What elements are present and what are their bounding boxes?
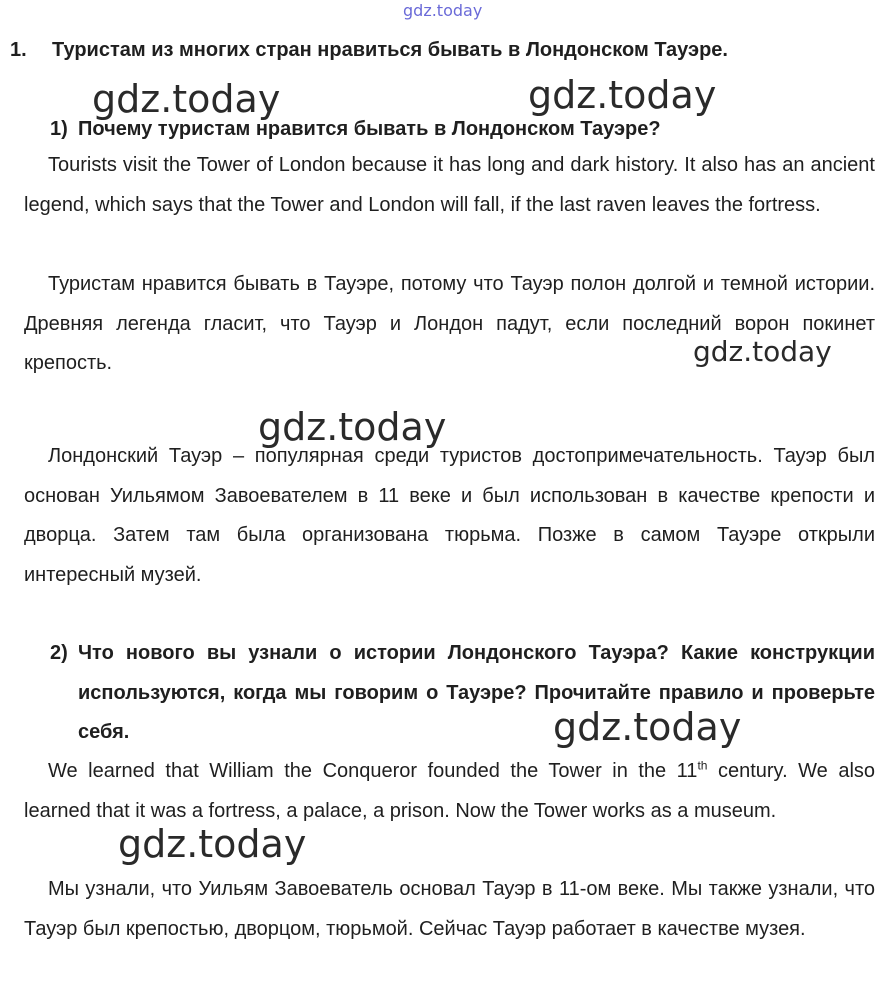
summary-russian [24, 437, 875, 595]
watermark: gdz.today [118, 822, 307, 866]
watermark: gdz.today [693, 335, 832, 368]
answer-2-russian [24, 870, 875, 949]
answer-2-english-part2: century. We also learned that it was a fortress, a palace, a prison. Now the Tower works as a museum. [24, 760, 876, 822]
question-2-text: Что нового вы узнали о истории Лондонского Тауэра? Какие конструкции используются, когда мы говорим о Тауэре? Прочитайте правило и проверьте себя. [78, 642, 875, 743]
question-1-number: 1) [50, 118, 68, 140]
answer-2-english-part1: We learned that William the Conqueror founded the Tower in the 11 [48, 760, 698, 782]
question-1-text: Почему туристам нравится бывать в Лондонском Тауэре? [78, 118, 661, 140]
task-number: 1. [10, 39, 27, 61]
answer-1-english-text: Tourists visit the Tower of London because it has long and dark history. It also has an ancient legend, which says that the Tower and London will fall, if the last raven leaves the fortress. [24, 154, 875, 216]
answer-1-english [24, 146, 875, 225]
answer-1-russian-text: Туристам нравится бывать в Тауэре, потому что Тауэр полон долгой и темной истории. Древняя легенда гласит, что Тауэр и Лондон падут, если последний ворон покинет крепость. [24, 273, 875, 374]
summary-russian-text: Лондонский Тауэр – популярная среди туристов достопримечательность. Тауэр был основан Уильямом Завоевателем в 11 веке и был использован в качестве крепости и дворца. Затем там была организована тюрьма. Позже в самом Тауэре открыли интересный музей. [24, 445, 875, 586]
answer-2-english [24, 752, 875, 831]
task-title: Туристам из многих стран нравиться бывать в Лондонском Тауэре. [52, 39, 728, 61]
watermark: gdz.today [528, 73, 717, 117]
watermark-top: gdz.today [403, 1, 483, 20]
answer-2-english-superscript: th [697, 758, 708, 773]
watermark: gdz.today [258, 405, 447, 449]
question-2 [50, 634, 875, 754]
watermark: gdz.today [553, 705, 742, 749]
answer-1-russian [24, 265, 875, 384]
watermark: gdz.today [92, 77, 281, 121]
answer-2-russian-text: Мы узнали, что Уильям Завоеватель основал Тауэр в 11-ом веке. Мы также узнали, что Тауэр был крепостью, дворцом, тюрьмой. Сейчас Тауэр работает в качестве музея. [24, 878, 875, 940]
question-2-number: 2) [50, 642, 68, 664]
